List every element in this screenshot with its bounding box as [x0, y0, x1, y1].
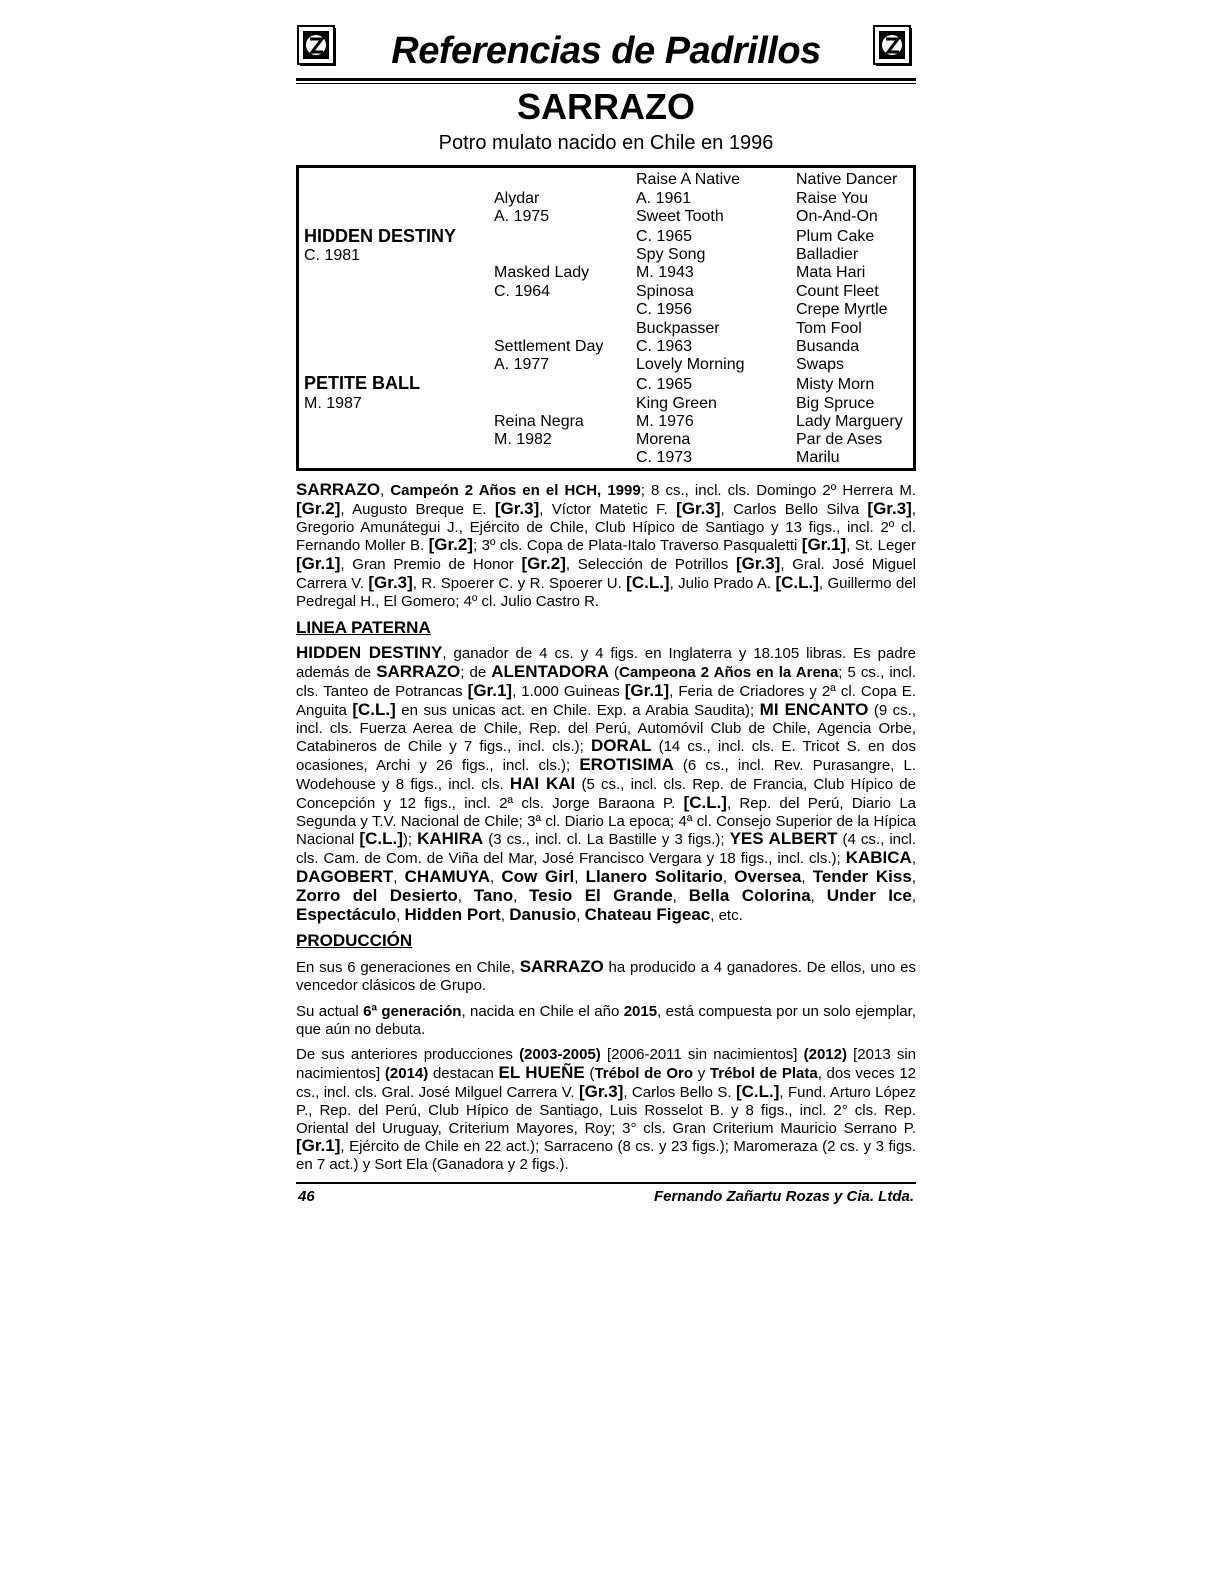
- text-run: y: [693, 1065, 710, 1083]
- text-run: ha producido a 4 ganadores. De ellos, uno es vencedor clásicos de Grupo.: [296, 959, 916, 994]
- pedigree-gen4-name: Raise You: [796, 190, 869, 207]
- text-run: , está compuesta por un solo ejemplar, que aún no debuta.: [296, 1002, 916, 1038]
- bold-name: [C.L.]: [683, 792, 727, 812]
- pedigree-gen2-name: Alydar: [494, 190, 540, 207]
- pedigree-table: [296, 165, 916, 471]
- text-run: , nacida en Chile el año: [461, 1002, 624, 1020]
- bold-name: ALENTADORA: [491, 662, 609, 682]
- pedigree-gen4-name: Native Dancer: [796, 171, 898, 188]
- produccion-paragraph: [296, 1046, 916, 1174]
- text-run: Su actual: [296, 1002, 364, 1020]
- body-text: [296, 481, 916, 1174]
- grade-badge: [Gr.3]: [494, 498, 540, 518]
- pedigree-gen3-name: Morena: [636, 431, 691, 448]
- text-run: , Carlos Bello S.: [623, 1083, 736, 1101]
- text-run: , etc.: [710, 906, 743, 924]
- text-run: ,: [722, 868, 735, 886]
- bold-text: 2015: [623, 1002, 658, 1020]
- document-page: [296, 22, 916, 1208]
- bold-name: [Gr.1]: [624, 680, 670, 700]
- grade-badge: [Gr.1]: [296, 554, 341, 574]
- pedigree-gen4-name: Marilu: [796, 449, 840, 466]
- grade-badge: [Gr.3]: [368, 572, 413, 592]
- bold-name: Cow Girl: [501, 866, 575, 886]
- text-run: ; 5 cs., incl. cls. Tanteo de Potrancas: [296, 664, 917, 700]
- pedigree-gen3-name: Raise A Native: [636, 171, 741, 188]
- header-title: Referencias de Padrillos: [391, 30, 821, 72]
- pedigree-sire-name: HIDDEN DESTINY: [304, 226, 457, 246]
- pedigree-gen4-name: Big Spruce: [796, 395, 875, 412]
- grade-badge: [Gr.3]: [676, 498, 721, 518]
- bold-name: KAHIRA: [417, 829, 484, 849]
- bold-text: Campeona 2 Años en la Arena: [619, 664, 839, 682]
- text-run: ,: [500, 906, 510, 924]
- pedigree-dam-info: M. 1987: [304, 395, 362, 412]
- section-heading-produccion: PRODUCCIÓN: [296, 931, 413, 951]
- pedigree-gen4-name: On-And-On: [796, 208, 878, 225]
- bold-name: DAGOBERT: [296, 866, 394, 886]
- pedigree-gen3-name: Sweet Tooth: [636, 208, 724, 225]
- bold-text: Trébol de Plata: [709, 1065, 818, 1083]
- text-run: (: [608, 664, 620, 682]
- publisher-name: Fernando Zañartu Rozas y Cia. Ltda.: [653, 1187, 914, 1205]
- bold-name: MI ENCANTO: [759, 699, 869, 719]
- bold-name: Tano: [473, 885, 514, 905]
- bold-name: [Gr.1]: [296, 1136, 341, 1156]
- header-rule-thick: [296, 78, 916, 81]
- pedigree-gen3-name: Buckpasser: [636, 320, 720, 337]
- text-run: ,: [672, 887, 689, 905]
- pedigree-gen3-info: C. 1963: [636, 338, 693, 355]
- page-number: 46: [298, 1187, 315, 1205]
- pedigree-gen4-name: Mata Hari: [796, 264, 866, 281]
- pedigree-gen3-name: King Green: [636, 395, 717, 412]
- pedigree-gen2-name: Settlement Day: [494, 338, 604, 355]
- text-run: En sus 6 generaciones en Chile,: [296, 959, 520, 977]
- bold-name: [C.L.]: [735, 1081, 780, 1101]
- text-run: ,: [489, 868, 502, 886]
- text-run: ,: [513, 887, 530, 905]
- linea-paterna-paragraph: [296, 644, 916, 924]
- text-run: ,: [911, 887, 917, 905]
- pedigree-gen3-info: M. 1976: [636, 413, 694, 430]
- produccion-paragraph: [296, 958, 916, 995]
- text-run: , Rep. del Perú, Diario La Segunda y T.V. Nacional de Chile; 3ª cl. Diario La epoca; 4ª cl. Consejo Superior de la Hípica Nacional: [296, 794, 917, 849]
- page-footer: [296, 1182, 916, 1208]
- pedigree-gen4-name: Lady Marguery: [796, 413, 903, 430]
- pedigree-gen2-name: Masked Lady: [494, 264, 590, 281]
- text-run: (3 cs., incl. cl. La Bastille y 3 figs.);: [483, 831, 730, 849]
- pedigree-gen4-name: Swaps: [796, 356, 845, 373]
- bold-text: Trébol de Oro: [594, 1065, 694, 1083]
- bold-name: Tender Kiss: [812, 866, 912, 886]
- grade-badge: [C.L.]: [626, 572, 670, 592]
- grade-badge: [Gr.2]: [296, 498, 341, 518]
- page-header: [296, 22, 916, 78]
- pedigree-gen4-name: Balladier: [796, 246, 859, 263]
- text-run: ,: [801, 868, 813, 886]
- text-run: , 1.000 Guineas: [512, 682, 625, 700]
- bold-name: Oversea: [734, 866, 802, 886]
- text-run: (9 cs., incl. cls. Fuerza Aerea de Chile, Rep. del Perú, Automóvil Club de Chile, Agencia Orbe, Catabineros de Chile y 7 figs., incl. cls.);: [296, 701, 916, 756]
- text-run: (4 cs., incl. cls. Cam. de Com. de Viña del Mar, José Francisco Vergara y 18 figs., incl. cls.);: [296, 831, 916, 868]
- text-run: , dos veces 12 cs., incl. cls. Gral. José Milguel Carrera V.: [296, 1065, 917, 1101]
- text-run: ,: [576, 906, 585, 924]
- text-run: (6 cs., incl. Rev. Purasangre, L. Wodehouse y 8 figs., incl. cls.: [296, 757, 916, 793]
- bold-name: Zorro del Desierto: [296, 885, 458, 905]
- text-run: ,: [457, 887, 474, 905]
- grade-badge: [C.L.]: [775, 572, 819, 592]
- bold-text: (2012): [803, 1046, 847, 1064]
- text-run: [2006-2011 sin nacimientos]: [600, 1046, 804, 1064]
- bold-name: Tesio El Grande: [529, 885, 673, 905]
- pedigree-gen3-info: M. 1943: [636, 264, 694, 281]
- pedigree-gen2-info: A. 1975: [494, 208, 550, 225]
- text-run: ; de: [460, 664, 492, 682]
- record-title: Campeón 2 Años en el HCH, 1999: [390, 482, 641, 499]
- bold-name: [C.L.]: [359, 829, 403, 849]
- horse-name: SARRAZO: [517, 86, 695, 127]
- pedigree-gen2-name: Reina Negra: [494, 413, 584, 430]
- section-heading-linea-paterna: LINEA PATERNA: [296, 617, 431, 637]
- pedigree-gen3-info: C. 1965: [636, 228, 693, 245]
- grade-badge: [Gr.3]: [735, 554, 781, 574]
- bold-name: Danusio: [509, 904, 577, 924]
- text-run: (5 cs., incl. cls. Rep. de Francia, Club Hípico de Concepción y 12 figs., incl. 2ª cls. Jorge Baraona P.: [296, 775, 916, 812]
- bold-name: Espectáculo: [296, 904, 397, 924]
- bold-name: YES ALBERT: [729, 829, 838, 849]
- pedigree-sire-info: C. 1981: [304, 247, 361, 264]
- bold-name: Chateau Figeac: [584, 904, 711, 924]
- pedigree-gen2-info: C. 1964: [494, 283, 551, 300]
- text-run: ,: [574, 868, 586, 886]
- text-run: ,: [396, 906, 405, 924]
- pedigree-gen3-info: C. 1965: [636, 376, 693, 393]
- bold-name: HAI KAI: [509, 773, 576, 793]
- pedigree-gen4-name: Busanda: [796, 338, 860, 355]
- text-run: destacan: [428, 1065, 499, 1083]
- pedigree-gen4-name: Plum Cake: [796, 228, 875, 245]
- bold-name: SARRAZO: [519, 957, 604, 977]
- bold-name: EL HUEÑE: [498, 1063, 585, 1083]
- text-run: , Ejército de Chile en 22 act.); Sarraceno (8 cs. y 23 figs.); Maromeraza (2 cs. y 3 figs. en 7 act.) y Sort Ela (Ganadora y 2 figs.).: [296, 1138, 916, 1174]
- pedigree-gen4-name: Tom Fool: [796, 320, 862, 337]
- bold-name: [Gr.1]: [467, 680, 513, 700]
- pedigree-gen3-info: A. 1961: [636, 190, 692, 207]
- header-rule-thin: [296, 83, 916, 84]
- bold-name: [Gr.3]: [578, 1081, 624, 1101]
- text-run: , Fund. Arturo López P., Rep. del Perú, Club Hípico de Santiago, Luis Rosselot B. y 8 figs., incl. 2° cls. Rep. Oriental del Uruguay, Criterium Mayores, Roy; 3° cls. Gran Criterium Mauricio Serrano P.: [296, 1083, 916, 1137]
- bold-text: (2014): [384, 1065, 429, 1083]
- record-horse-name: SARRAZO: [296, 480, 381, 499]
- bold-name: [C.L.]: [352, 699, 396, 719]
- bold-name: HIDDEN DESTINY: [296, 643, 443, 663]
- bold-name: Under Ice: [826, 885, 912, 905]
- text-run: (14 cs., incl. cls. E. Tricot S. en dos ocasiones, Archi y 26 figs., incl. cls.);: [296, 738, 916, 775]
- pedigree-gen3-info: C. 1973: [636, 449, 693, 466]
- horse-subtitle: Potro mulato nacido en Chile en 1996: [438, 132, 774, 154]
- pedigree-dam-name: PETITE BALL: [304, 373, 420, 393]
- text-run: (: [584, 1065, 595, 1083]
- bold-name: CHAMUYA: [404, 866, 490, 886]
- pedigree-gen4-name: Misty Morn: [796, 376, 875, 393]
- grade-badge: [Gr.3]: [867, 498, 912, 518]
- bold-name: KABICA: [845, 848, 912, 868]
- grade-badge: [Gr.1]: [801, 535, 847, 555]
- pedigree-gen2-info: M. 1982: [494, 431, 552, 448]
- text-run: ,: [911, 868, 916, 886]
- text-run: , Feria de Criadores y 2ª cl. Copa E. Anguita: [296, 682, 916, 719]
- bold-name: Bella Colorina: [688, 885, 811, 905]
- pedigree-gen3-name: Spy Song: [636, 246, 706, 263]
- pedigree-gen3-name: Spinosa: [636, 283, 694, 300]
- pedigree-gen2-info: A. 1977: [494, 356, 550, 373]
- race-record-paragraph: SARRAZO, Campeón 2 Años en el HCH, 1999; 8 cs., incl. cls. Domingo 2º Herrera M. [Gr.2], Augusto Breque E. [Gr.3], Víctor Matetic F. [Gr.3], Carlos Bello Silva [Gr.3], Gregorio Amunátegui J., Ejército de Chile, Club Hípico de Santiago y 13 figs., incl. 2º cl. Fernando Moller B. [Gr.2]; 3º cls. Copa de Plata-Italo Traverso Pasqualetti [Gr.1], St. Leger [Gr.1], Gran Premio de Honor [Gr.2], Selección de Potrillos [Gr.3], Gral. José Miguel Carrera V. [Gr.3], R. Spoerer C. y R. Spoerer U. [C.L.], Julio Prado A. [C.L.], Guillermo del Pedregal H., El Gomero; 4º cl. Julio Castro R.: [296, 480, 917, 610]
- pedigree-gen3-info: C. 1956: [636, 301, 693, 318]
- text-run: en sus unicas act. en Chile. Exp. a Arabia Saudita);: [395, 701, 760, 719]
- bold-name: SARRAZO: [376, 662, 461, 682]
- grade-badge: [Gr.2]: [428, 535, 473, 555]
- bold-name: EROTISIMA: [579, 755, 674, 775]
- grade-badge: [Gr.2]: [521, 554, 566, 574]
- produccion-paragraph: [296, 1003, 916, 1039]
- bold-name: DORAL: [590, 736, 652, 756]
- text-run: , ganador de 4 cs. y 4 figs. en Inglaterra y 18.105 libras. Es padre además de: [296, 645, 916, 682]
- pedigree-gen4-name: Count Fleet: [796, 283, 879, 300]
- brand-logo-right-icon: [872, 24, 916, 68]
- text-run: [2013 sin nacimientos]: [296, 1046, 916, 1083]
- pedigree-gen4-name: Par de Ases: [796, 431, 883, 448]
- text-run: ,: [911, 850, 916, 868]
- pedigree-gen3-name: Lovely Morning: [636, 356, 745, 373]
- text-run: ,: [393, 868, 405, 886]
- bold-name: Llanero Solitario: [585, 866, 723, 886]
- pedigree-gen4-name: Crepe Myrtle: [796, 301, 888, 318]
- text-run: ,: [810, 887, 827, 905]
- bold-text: 6ª generación: [363, 1002, 462, 1020]
- text-run: De sus anteriores producciones: [296, 1046, 520, 1064]
- bold-text: (2003-2005): [519, 1046, 601, 1064]
- text-run: );: [402, 831, 418, 849]
- bold-name: Hidden Port: [404, 904, 501, 924]
